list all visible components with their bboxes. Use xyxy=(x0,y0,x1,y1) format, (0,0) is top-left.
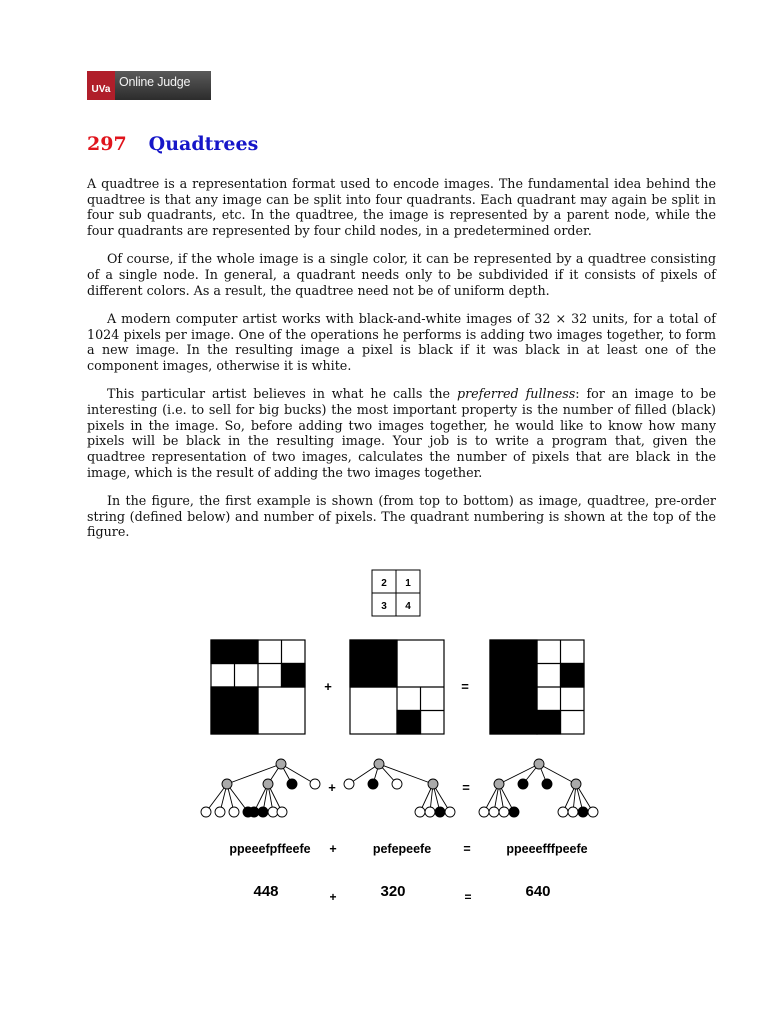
problem-number: 297 xyxy=(87,133,127,155)
quadrant-label-2: 2 xyxy=(381,578,387,589)
paragraph-1: A quadtree is a representation format used to encode images. The fundamental idea behind the quadtree is that any image can be split into four quadrants. Each quadrant may again be split in four sub quadrants, etc. In the quadtree, the image is represented by a parent node, while the four quadrants are represented by four child nodes, in a predetermined order. xyxy=(87,176,716,239)
pixel-count-result: 640 xyxy=(525,883,551,900)
count-plus-sign: + xyxy=(329,890,337,904)
logo-badge: UVa xyxy=(87,71,115,100)
preorder-string-result: ppeeefffpeefe xyxy=(506,842,588,856)
quadrant-label-1: 1 xyxy=(405,578,411,589)
pixel-count-2: 320 xyxy=(380,883,406,900)
problem-title: Quadtrees xyxy=(148,133,259,155)
preorder-string-2: pefepeefe xyxy=(372,842,432,856)
quadtree-2 xyxy=(344,759,455,817)
image-2 xyxy=(350,640,444,734)
equals-sign: = xyxy=(461,679,469,694)
quadrant-key xyxy=(372,570,420,616)
paragraph-2: Of course, if the whole image is a single color, it can be represented by a quadtree consisting of a single node. In general, a quadrant needs only to be subdivided if it consists of pixels of different colors. As a result, the quadtree need not be of uniform depth. xyxy=(87,251,716,298)
preorder-string-1: ppeeefpffeefe xyxy=(229,842,311,856)
problem-statement xyxy=(87,176,716,553)
result-quadtree xyxy=(479,759,598,817)
result-image xyxy=(490,640,584,734)
paragraph-5: In the figure, the first example is shown (from top to bottom) as image, quadtree, pre-order string (defined below) and number of pixels. The quadrant numbering is shown at the top of the figure. xyxy=(87,492,716,540)
logo-text: Online Judge xyxy=(119,75,191,89)
quadtree-1 xyxy=(201,759,320,817)
tree-plus-sign: + xyxy=(328,780,336,795)
tree-equals-sign: = xyxy=(462,780,470,795)
paragraph-4: This particular artist believes in what he calls the preferred fullness: for an image to be interesting (i.e. to sell for big bucks) the most important property is the number of filled (black) pixels in the image. So, before adding two images together, he would like to know how many pixels will be black in the resulting image. Your job is to write a program that, given the quadtree representation of two images, calculates the number of pixels that are black in the image, which is the result of adding the two images together. xyxy=(87,386,716,480)
preferred-fullness-term: preferred fullness xyxy=(456,386,576,402)
quadrant-label-4: 4 xyxy=(405,601,411,612)
image-1 xyxy=(211,640,305,734)
paragraph-3: A modern computer artist works with black-and-white images of 32 × 32 units, for a total of 1024 pixels per image. One of the operations he performs is adding two images together, to form a new image. In the resulting image a pixel is black if it was black in at least one of the component images, otherwise it is white. xyxy=(87,310,716,374)
plus-sign: + xyxy=(324,679,332,694)
uva-online-judge-logo xyxy=(87,71,211,100)
quadtree-figure xyxy=(193,562,609,907)
pixel-count-1: 448 xyxy=(253,883,279,900)
quadrant-label-3: 3 xyxy=(381,601,387,612)
count-equals-sign: = xyxy=(464,890,472,904)
string-plus-sign: + xyxy=(329,842,337,856)
string-equals-sign: = xyxy=(463,842,471,856)
page-title xyxy=(87,133,258,155)
